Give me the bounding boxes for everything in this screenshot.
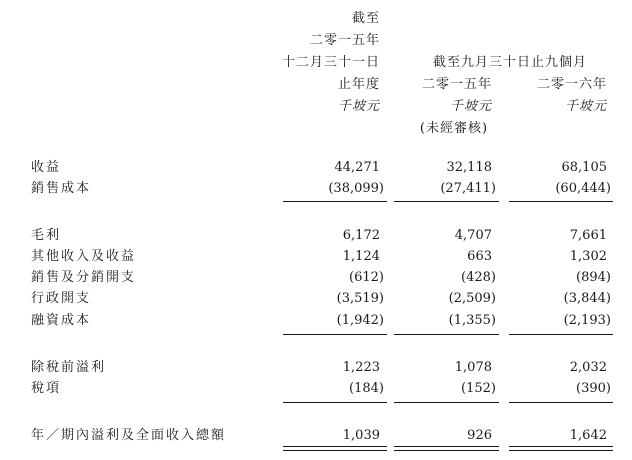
- row-finance-costs-col2: (1,355): [448, 313, 496, 328]
- row-tax-col1: (184): [349, 381, 384, 396]
- col2-unaudited-note: (未經審核): [419, 121, 489, 136]
- col1-header-line1: 截至: [351, 11, 380, 26]
- row-profit-before-tax-col1: 1,223: [342, 360, 380, 375]
- row-total-income-col1: 1,039: [342, 428, 380, 443]
- subtotal-rule-col2: [394, 201, 499, 202]
- row-admin-expenses-col2: (2,509): [448, 291, 496, 306]
- col2-unit: 千坡元: [449, 99, 492, 114]
- col3-year: 二零一六年: [536, 77, 607, 92]
- col1-header-line3: 十二月三十一日: [281, 55, 380, 70]
- row-admin-expenses-col1: (3,519): [336, 291, 384, 306]
- row-label-other-income: 其他收入及收益: [31, 249, 137, 264]
- row-label-admin-expenses: 行政開支: [31, 291, 92, 306]
- col2-year: 二零一五年: [421, 77, 492, 92]
- row-label-revenue: 收益: [31, 160, 62, 175]
- subtotal-rule-2-col3: [509, 334, 613, 335]
- row-tax-col2: (152): [461, 381, 496, 396]
- col3-unit: 千坡元: [564, 99, 607, 114]
- row-other-income-col2: 663: [467, 249, 492, 264]
- row-cost-of-sales-col1: (38,099): [328, 181, 384, 196]
- subtotal-rule-3-col1: [283, 402, 387, 403]
- row-other-income-col1: 1,124: [342, 249, 380, 264]
- row-profit-before-tax-col3: 2,032: [569, 360, 607, 375]
- row-other-income-col3: 1,302: [569, 249, 607, 264]
- nine-months-group-title: 截至九月三十日止九個月: [432, 55, 587, 70]
- total-double-rule-col2: [394, 446, 499, 451]
- row-admin-expenses-col3: (3,844): [563, 291, 611, 306]
- row-selling-expenses-col1: (612): [349, 270, 384, 285]
- subtotal-rule-3-col2: [394, 402, 499, 403]
- subtotal-rule-2-col1: [283, 334, 387, 335]
- row-cost-of-sales-col3: (60,444): [555, 181, 611, 196]
- row-label-gross-profit: 毛利: [31, 228, 62, 243]
- row-label-profit-before-tax: 除稅前溢利: [31, 360, 107, 375]
- row-revenue-col1: 44,271: [334, 160, 380, 175]
- row-selling-expenses-col2: (428): [461, 270, 496, 285]
- subtotal-rule-col3: [509, 201, 613, 202]
- row-revenue-col2: 32,118: [446, 160, 492, 175]
- row-finance-costs-col1: (1,942): [336, 313, 384, 328]
- row-label-cost-of-sales: 銷售成本: [31, 181, 92, 196]
- row-label-total-comprehensive-income: 年／期內溢利及全面收入總額: [31, 428, 227, 443]
- row-gross-profit-col2: 4,707: [454, 228, 492, 243]
- row-gross-profit-col3: 7,661: [569, 228, 607, 243]
- row-finance-costs-col3: (2,193): [563, 313, 611, 328]
- row-cost-of-sales-col2: (27,411): [440, 181, 496, 196]
- row-selling-expenses-col3: (894): [576, 270, 611, 285]
- row-revenue-col3: 68,105: [561, 160, 607, 175]
- col1-unit: 千坡元: [337, 99, 380, 114]
- col1-header-line2: 二零一五年: [309, 33, 380, 48]
- row-gross-profit-col1: 6,172: [342, 228, 380, 243]
- total-double-rule-col3: [509, 446, 613, 451]
- subtotal-rule-2-col2: [394, 334, 499, 335]
- total-double-rule-col1: [283, 446, 387, 451]
- subtotal-rule-col1: [283, 201, 387, 202]
- row-total-income-col2: 926: [467, 428, 492, 443]
- row-tax-col3: (390): [576, 381, 611, 396]
- subtotal-rule-3-col3: [509, 402, 613, 403]
- row-profit-before-tax-col2: 1,078: [454, 360, 492, 375]
- col1-header-line4: 止年度: [337, 77, 380, 92]
- row-label-tax: 稅項: [31, 381, 62, 396]
- row-label-selling-expenses: 銷售及分銷開支: [31, 270, 137, 285]
- row-label-finance-costs: 融資成本: [31, 313, 92, 328]
- row-total-income-col3: 1,642: [569, 428, 607, 443]
